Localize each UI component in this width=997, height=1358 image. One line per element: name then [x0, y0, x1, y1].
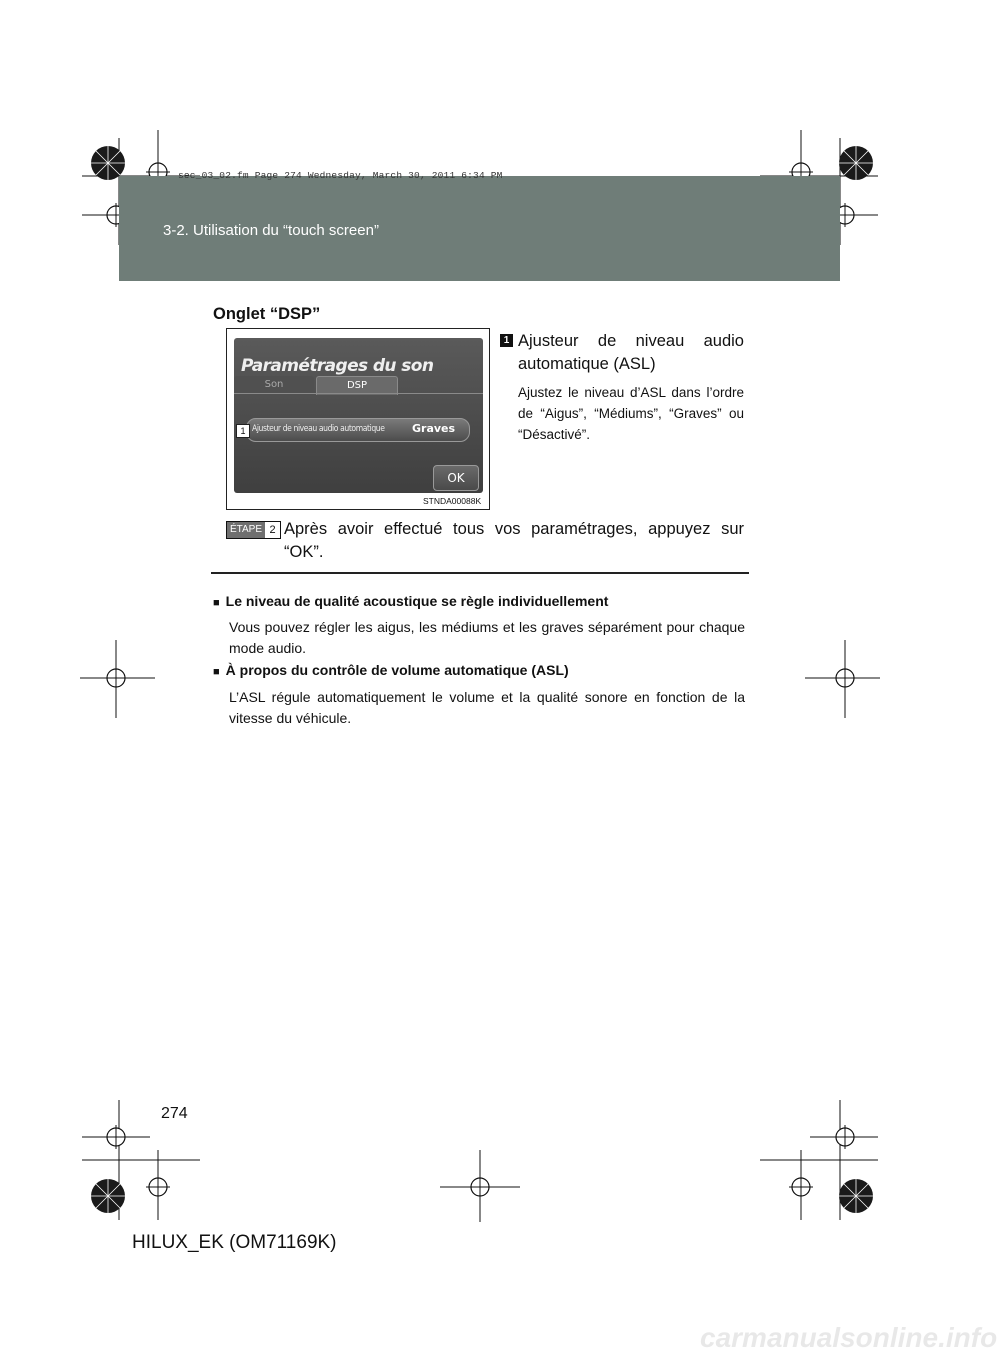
step-text: Après avoir effectué tous vos paramétrages, appuyez sur “OK”. — [284, 520, 744, 561]
file-stamp: sec_03_02.fm Page 274 Wednesday, March 30, 2011 6:34 PM — [178, 170, 503, 181]
document-code: HILUX_EK (OM71169K) — [132, 1232, 337, 1253]
note-body: Vous pouvez régler les aigus, les médiums et les graves séparément pour chaque mode audio. — [229, 619, 745, 656]
ok-button[interactable]: OK — [433, 465, 479, 491]
note-body: L’ASL régule automatiquement le volume et la qualité sonore en fonction de la vitesse du véhicule. — [229, 689, 745, 726]
item-description: Ajustez le niveau d’ASL dans l’ordre de “Aigus”, “Médiums”, “Graves” ou “Désactivé”. — [518, 385, 744, 442]
item-number-badge: 1 — [500, 334, 513, 347]
asl-value: Graves — [412, 422, 456, 435]
item-title: Ajusteur de niveau audio automatique (ASL) — [518, 332, 744, 373]
section-title: 3-2. Utilisation du “touch screen” — [163, 222, 379, 239]
divider — [211, 572, 749, 574]
subheading: Onglet “DSP” — [213, 305, 321, 323]
callout-number: 1 — [236, 424, 250, 438]
step-label: ÉTAPE — [227, 522, 265, 538]
tab-dsp[interactable]: DSP — [316, 376, 398, 395]
note-1 — [213, 593, 608, 609]
asl-label: Ajusteur de niveau audio automatique — [252, 424, 385, 434]
image-code: STNDA00088K — [423, 496, 482, 506]
step-badge — [226, 521, 281, 539]
tab-son[interactable]: Son — [234, 376, 314, 394]
square-bullet-icon: ■ — [213, 597, 220, 609]
note-heading: ■ À propos du contrôle de volume automatique (ASL) — [213, 662, 569, 678]
step-number: 2 — [269, 524, 276, 536]
square-bullet-icon: ■ — [213, 666, 220, 678]
page-number: 274 — [161, 1105, 188, 1122]
tab-divider — [234, 393, 483, 394]
note-heading: ■ Le niveau de qualité acoustique se règle individuellement — [213, 593, 609, 609]
watermark: carmanualsonline.info — [700, 1322, 997, 1353]
note-2 — [213, 662, 569, 678]
screen-title: Paramétrages du son — [241, 356, 434, 376]
